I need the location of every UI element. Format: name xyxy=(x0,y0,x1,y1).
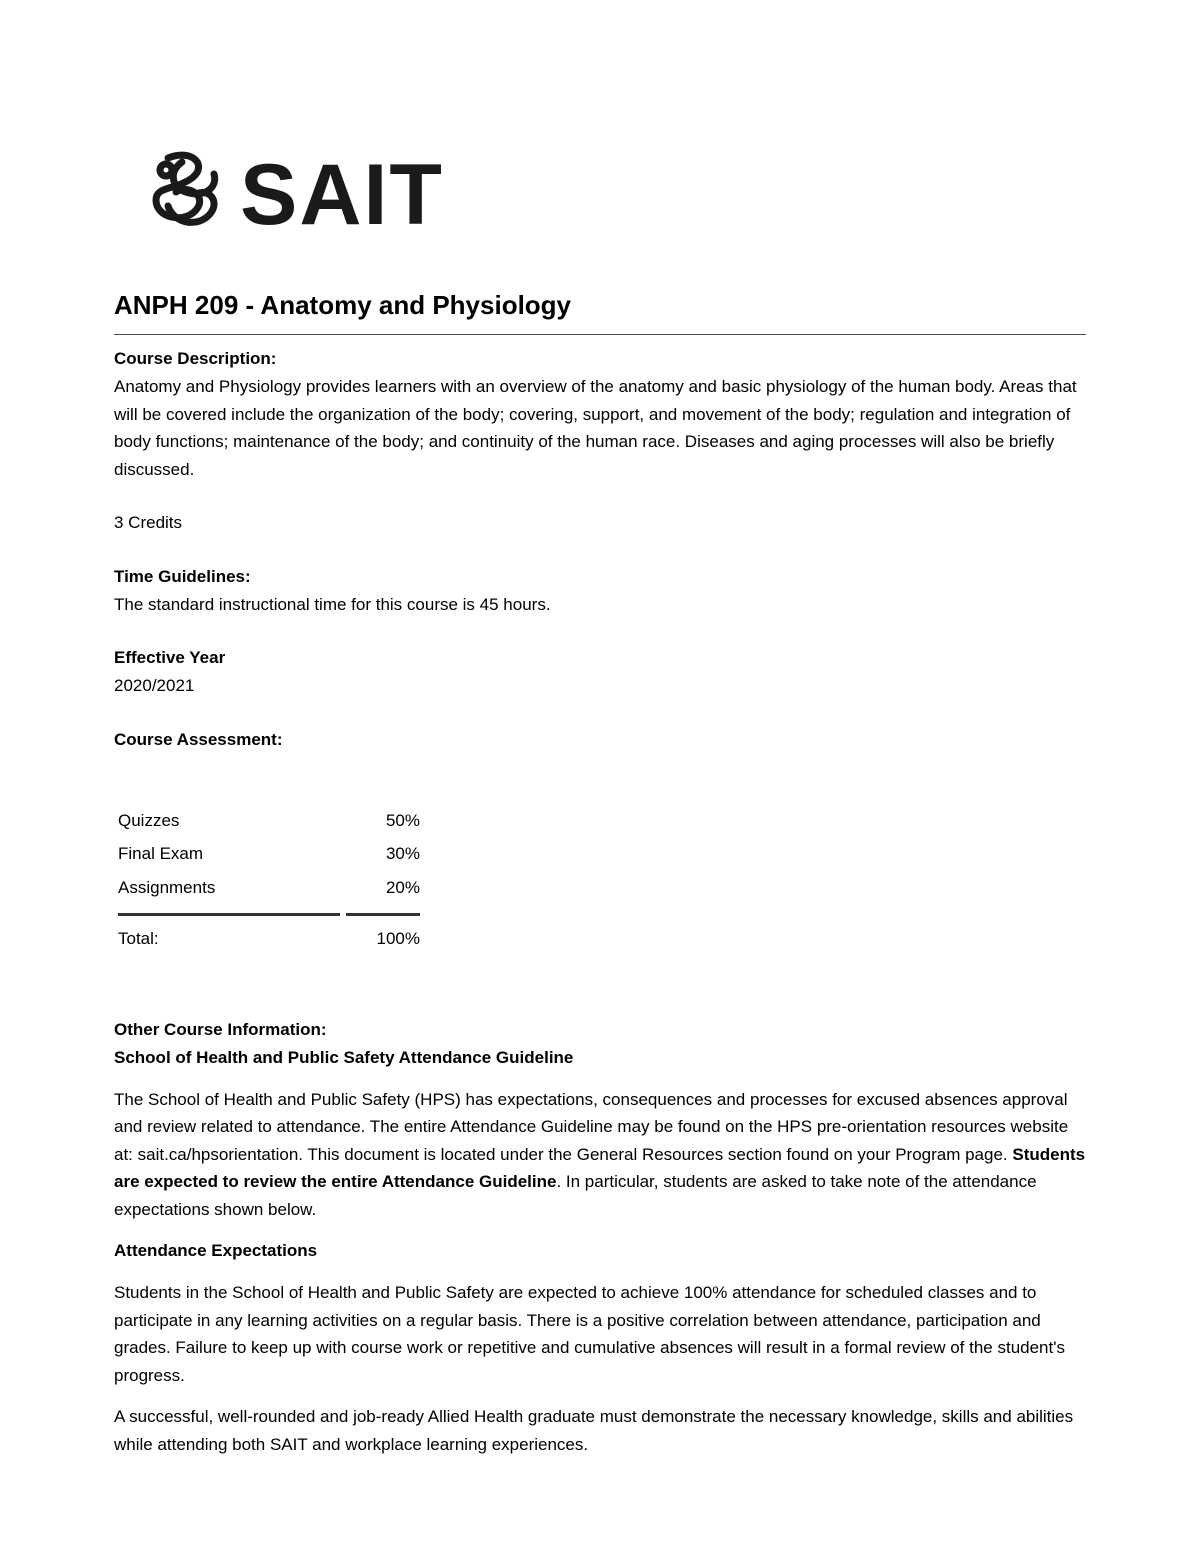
attendance-expectations-heading: Attendance Expectations xyxy=(114,1241,318,1260)
assessment-item-value: 30% xyxy=(385,844,420,863)
assessment-table xyxy=(114,804,424,956)
attendance-expectations-text: Students in the School of Health and Public Safety are expected to achieve 100% attendance for scheduled classes and to participate in any learning activities on a regular basis. There is a positive correlation between attendance, participation and grades. Failure to keep up with course work or repetitive and cumulative absences will result in a formal review of the student's progress. xyxy=(114,1283,1065,1385)
sait-logo xyxy=(148,148,448,234)
assessment-total-row xyxy=(114,922,424,956)
time-guidelines-label: Time Guidelines: xyxy=(114,566,251,586)
credits-text: 3 Credits xyxy=(114,513,183,532)
logo-text: SAIT xyxy=(240,148,444,234)
attendance-guideline-text xyxy=(114,1086,1086,1224)
course-description-text: Anatomy and Physiology provides learners with an overview of the anatomy and basic physiology of the human body. Areas that will be covered include the organization of the body; covering, support, and movement of the body; regulation and integration of body functions; maintenance of the body; and continuity of the human race. Diseases and aging processes will also be briefly discussed. xyxy=(114,377,1077,479)
assessment-total-label: Total: xyxy=(118,929,159,948)
course-assessment-label: Course Assessment: xyxy=(114,729,283,749)
page-title: ANPH 209 - Anatomy and Physiology xyxy=(114,290,572,320)
assessment-row xyxy=(114,837,424,871)
other-info-label: Other Course Information: xyxy=(114,1019,327,1039)
assessment-item-value: 20% xyxy=(385,877,420,897)
sait-logo-graphic xyxy=(148,148,448,234)
attendance-guideline-emphasis: Students are expected to review the entire Attendance Guideline xyxy=(114,1144,1086,1191)
assessment-row xyxy=(114,804,424,838)
effective-year-label: Effective Year xyxy=(114,648,226,667)
effective-year-value: 2020/2021 xyxy=(114,676,195,695)
document-body xyxy=(114,284,1086,1458)
attendance-guideline-text-end: . In particular, students are asked to take note of the attendance expectations shown below. xyxy=(114,1172,1037,1219)
graduate-expectations-text: A successful, well-rounded and job-ready Allied Health graduate must demonstrate the necessary knowledge, skills and abilities while attending both SAIT and workplace learning experiences. xyxy=(114,1407,1074,1454)
assessment-total-divider xyxy=(114,913,424,916)
course-description-label: Course Description: xyxy=(114,349,277,368)
assessment-row xyxy=(114,871,424,905)
time-guidelines-text: The standard instructional time for this course is 45 hours. xyxy=(114,594,551,614)
attendance-guideline-text-start: The School of Health and Public Safety (HPS) has expectations, consequences and processes for excused absences approval and review related to attendance. The entire Attendance Guideline may be found on the HPS pre-orientation resources website at: sait.ca/hpsorientation. This document is located under the General Resources section found on your Program page. xyxy=(114,1089,1069,1164)
assessment-item-name: Assignments xyxy=(118,877,216,897)
attendance-guideline-heading: School of Health and Public Safety Attendance Guideline xyxy=(114,1047,574,1067)
assessment-total-value: 100% xyxy=(376,929,420,948)
sait-knot-icon xyxy=(156,155,215,222)
assessment-item-value: 50% xyxy=(385,810,420,830)
assessment-item-name: Final Exam xyxy=(118,844,204,863)
assessment-item-name: Quizzes xyxy=(118,810,180,830)
